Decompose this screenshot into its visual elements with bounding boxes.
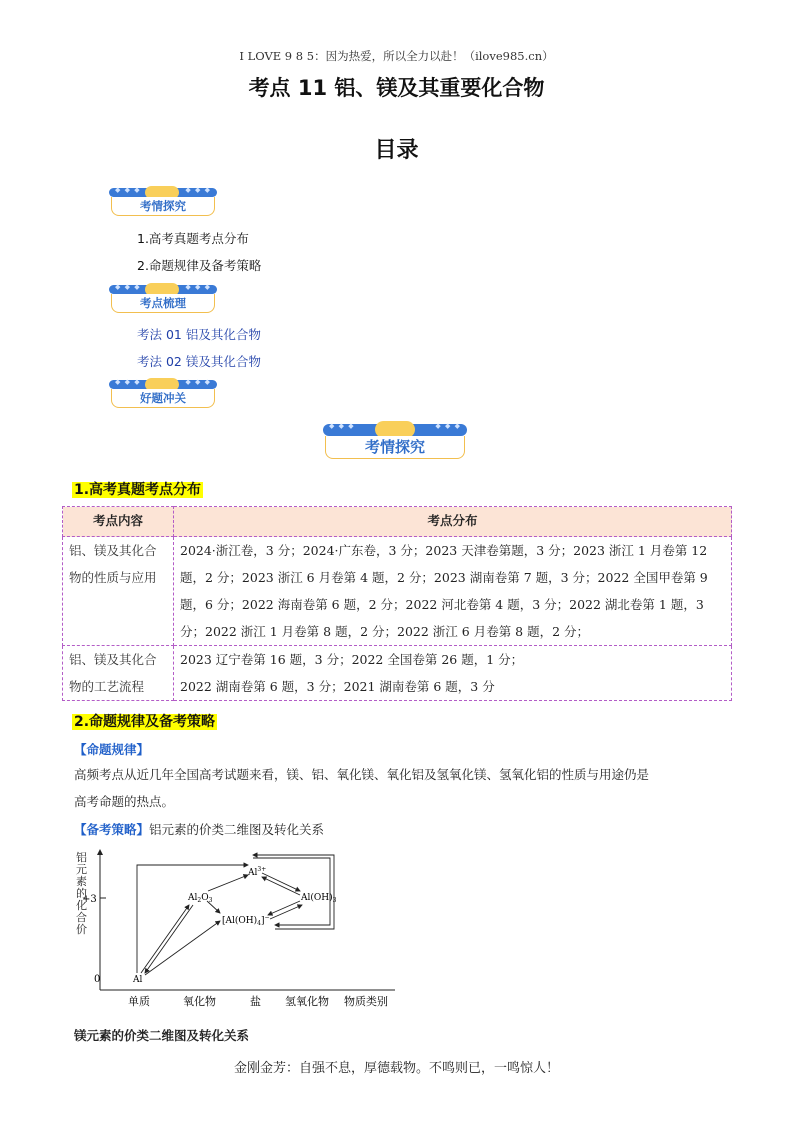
toc-badge-exam-analysis xyxy=(109,188,217,218)
toc-badge-key-points xyxy=(109,285,217,315)
page-title: 考点 11 铝、镁及其重要化合物 xyxy=(248,76,545,100)
svg-text:素: 素 xyxy=(76,875,87,888)
table-row xyxy=(63,537,732,646)
strategy-label: 【备考策略】 xyxy=(74,822,150,837)
section-badge-label: 考情探究 xyxy=(325,436,465,459)
table-header-cell: 考点分布 xyxy=(174,507,732,537)
svg-text:价: 价 xyxy=(76,923,87,936)
x-axis-label: 物质类别 xyxy=(344,995,388,1008)
toc-badge-label: 好题冲关 xyxy=(111,389,215,408)
node-aloh3: $Al(OH)_3$ xyxy=(301,893,337,904)
toc-item-2[interactable]: 2.命题规律及备考策略 xyxy=(137,258,262,273)
node-al2o3: $Al_2O_3$ xyxy=(188,893,213,904)
table-cell-distribution: 2024·浙江卷，3 分；2024·广东卷，3 分；2023 天津卷第题，3 分；2023 浙江 1 月卷第 12 题，2 分；2023 浙江 6 月卷第 4 题，2 分；2023 湖南卷第 7 题，3 分；2022 全国甲卷第 9 题，6 分；2022 海南卷第 6 题，2 分；2022 河北卷第 4 题，3 分；2022 湖北卷第 1 题，3 分；2022 浙江 1 月卷第 8 题，2 分；2022 浙江 6 月卷第 8 题，2 分； xyxy=(174,537,732,646)
table-cell-topic: 铝、镁及其化合 物的性质与应用 xyxy=(63,537,174,646)
svg-text:的: 的 xyxy=(76,887,87,900)
strategy-text: 铝元素的价类二维图及转化关系 xyxy=(149,822,325,837)
x-tick-element: 单质 xyxy=(128,995,150,1008)
strategy-line xyxy=(74,820,324,838)
svg-text:元: 元 xyxy=(76,863,87,876)
x-tick-oxide: 氧化物 xyxy=(183,995,216,1008)
node-aloh4: $[Al(OH)_4]^-$ xyxy=(222,914,270,927)
section-2-heading: 2.命题规律及备考策略 xyxy=(74,714,216,730)
table-cell-distribution: 2023 辽宁卷第 16 题，3 分；2022 全国卷第 26 题，1 分； 2022 湖南卷第 6 题，3 分；2021 湖南卷第 6 题，3 分 xyxy=(174,646,732,701)
toc-item-1[interactable]: 1.高考真题考点分布 xyxy=(137,231,249,246)
section-badge-exam-analysis xyxy=(323,424,467,462)
y-tick-zero: 0 xyxy=(94,974,101,985)
section-1-heading: 1.高考真题考点分布 xyxy=(74,482,202,498)
toc-link-method-02[interactable]: 考法 02 镁及其化合物 xyxy=(137,354,261,369)
conversion-arrows xyxy=(137,855,334,975)
table-header-cell: 考点内容 xyxy=(63,507,174,537)
y-tick-plus3: +3 xyxy=(82,894,97,905)
mg-section-heading: 镁元素的价类二维图及转化关系 xyxy=(74,1028,250,1043)
rule-label: 【命题规律】 xyxy=(74,742,150,757)
svg-text:铝: 铝 xyxy=(76,851,87,864)
toc-link-method-01[interactable]: 考法 01 铝及其化合物 xyxy=(137,327,261,342)
aluminum-valence-diagram xyxy=(70,845,410,1015)
x-tick-hydroxide: 氢氧化物 xyxy=(285,995,329,1008)
svg-text:合: 合 xyxy=(76,911,87,924)
rule-text: 高频考点从近几年全国高考试题来看，镁、铝、氧化镁、氧化铝及氢氧化镁、氢氧化铝的性质与用途仍是 高考命题的热点。 xyxy=(74,767,650,809)
toc-badge-label: 考点梳理 xyxy=(111,294,215,313)
exam-distribution-table xyxy=(62,506,732,701)
x-tick-salt: 盐 xyxy=(250,995,261,1008)
page-header: I LOVE 9 8 5：因为热爱，所以全力以赴！（ilove985.cn） xyxy=(239,49,554,63)
toc-badge-label: 考情探究 xyxy=(111,197,215,216)
table-header-row xyxy=(63,507,732,537)
toc-badge-practice xyxy=(109,380,217,410)
page-footer: 金刚金芳：自强不息，厚德载物。不鸣则已，一鸣惊人！ xyxy=(233,1061,559,1076)
table-row xyxy=(63,646,732,701)
table-cell-topic: 铝、镁及其化合 物的工艺流程 xyxy=(63,646,174,701)
node-al3plus: $Al^{3+}$ xyxy=(248,866,267,878)
node-al: Al xyxy=(133,975,143,985)
toc-heading: 目录 xyxy=(374,138,419,163)
svg-text:化: 化 xyxy=(76,899,87,912)
